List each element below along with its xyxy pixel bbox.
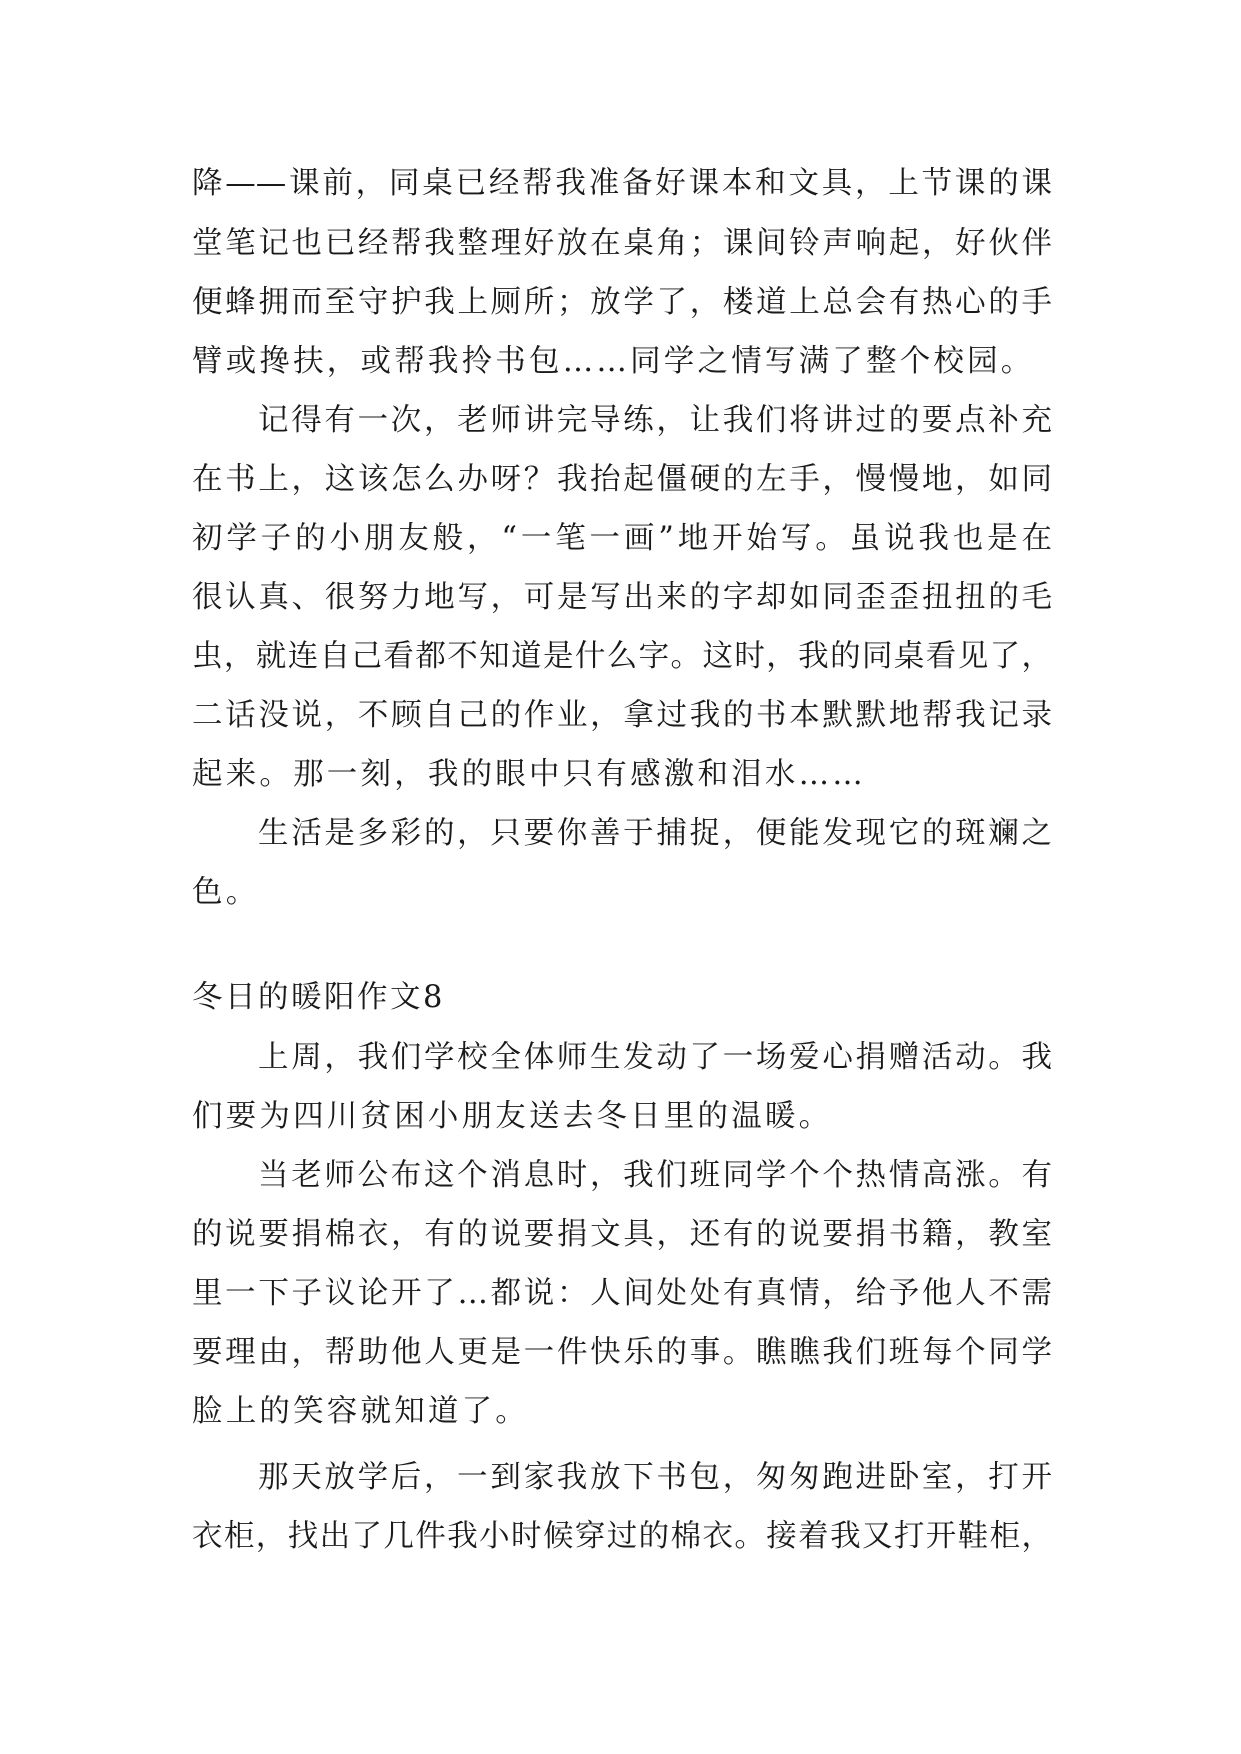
text-line: 便蜂拥而至守护我上厕所；放学了，楼道上总会有热心的手 xyxy=(192,285,1052,320)
text-line: 堂笔记也已经帮我整理好放在桌角；课间铃声响起，好伙伴 xyxy=(192,226,1052,261)
text-line: 色。 xyxy=(192,875,260,910)
text-line: 虫，就连自己看都不知道是什么字。这时，我的同桌看见了， xyxy=(192,639,1052,674)
text-line: 里一下子议论开了…都说：人间处处有真情，给予他人不需 xyxy=(192,1276,1052,1311)
section-title: 冬日的暖阳作文8 xyxy=(192,980,445,1015)
text-line: 们要为四川贫困小朋友送去冬日里的温暖。 xyxy=(192,1099,833,1134)
text-line: 降——课前，同桌已经帮我准备好课本和文具，上节课的课 xyxy=(192,166,1052,201)
text-line: 要理由，帮助他人更是一件快乐的事。瞧瞧我们班每个同学 xyxy=(192,1335,1052,1370)
paragraph-first-line: 上周，我们学校全体师生发动了一场爱心捐赠活动。我 xyxy=(258,1040,1052,1075)
text-line: 臂或搀扶，或帮我拎书包……同学之情写满了整个校园。 xyxy=(192,344,1035,379)
text-line: 起来。那一刻，我的眼中只有感激和泪水…… xyxy=(192,757,866,792)
paragraph-first-line: 那天放学后，一到家我放下书包，匆匆跑进卧室，打开 xyxy=(258,1460,1052,1495)
text-line: 衣柜，找出了几件我小时候穿过的棉衣。接着我又打开鞋柜， xyxy=(192,1519,1052,1554)
text-line: 初学子的小朋友般，“一笔一画”地开始写。虽说我也是在 xyxy=(192,521,1052,556)
text-line: 的说要捐棉衣，有的说要捐文具，还有的说要捐书籍，教室 xyxy=(192,1217,1052,1252)
text-line: 二话没说，不顾自己的作业，拿过我的书本默默地帮我记录 xyxy=(192,698,1052,733)
paragraph-first-line: 生活是多彩的，只要你善于捕捉，便能发现它的斑斓之 xyxy=(258,816,1052,851)
text-line: 在书上，这该怎么办呀？我抬起僵硬的左手，慢慢地，如同 xyxy=(192,462,1052,497)
paragraph-first-line: 当老师公布这个消息时，我们班同学个个热情高涨。有 xyxy=(258,1158,1052,1193)
text-line: 脸上的笑容就知道了。 xyxy=(192,1394,529,1429)
paragraph-first-line: 记得有一次，老师讲完导练，让我们将讲过的要点补充 xyxy=(258,403,1052,438)
text-line: 很认真、很努力地写，可是写出来的字却如同歪歪扭扭的毛 xyxy=(192,580,1052,615)
